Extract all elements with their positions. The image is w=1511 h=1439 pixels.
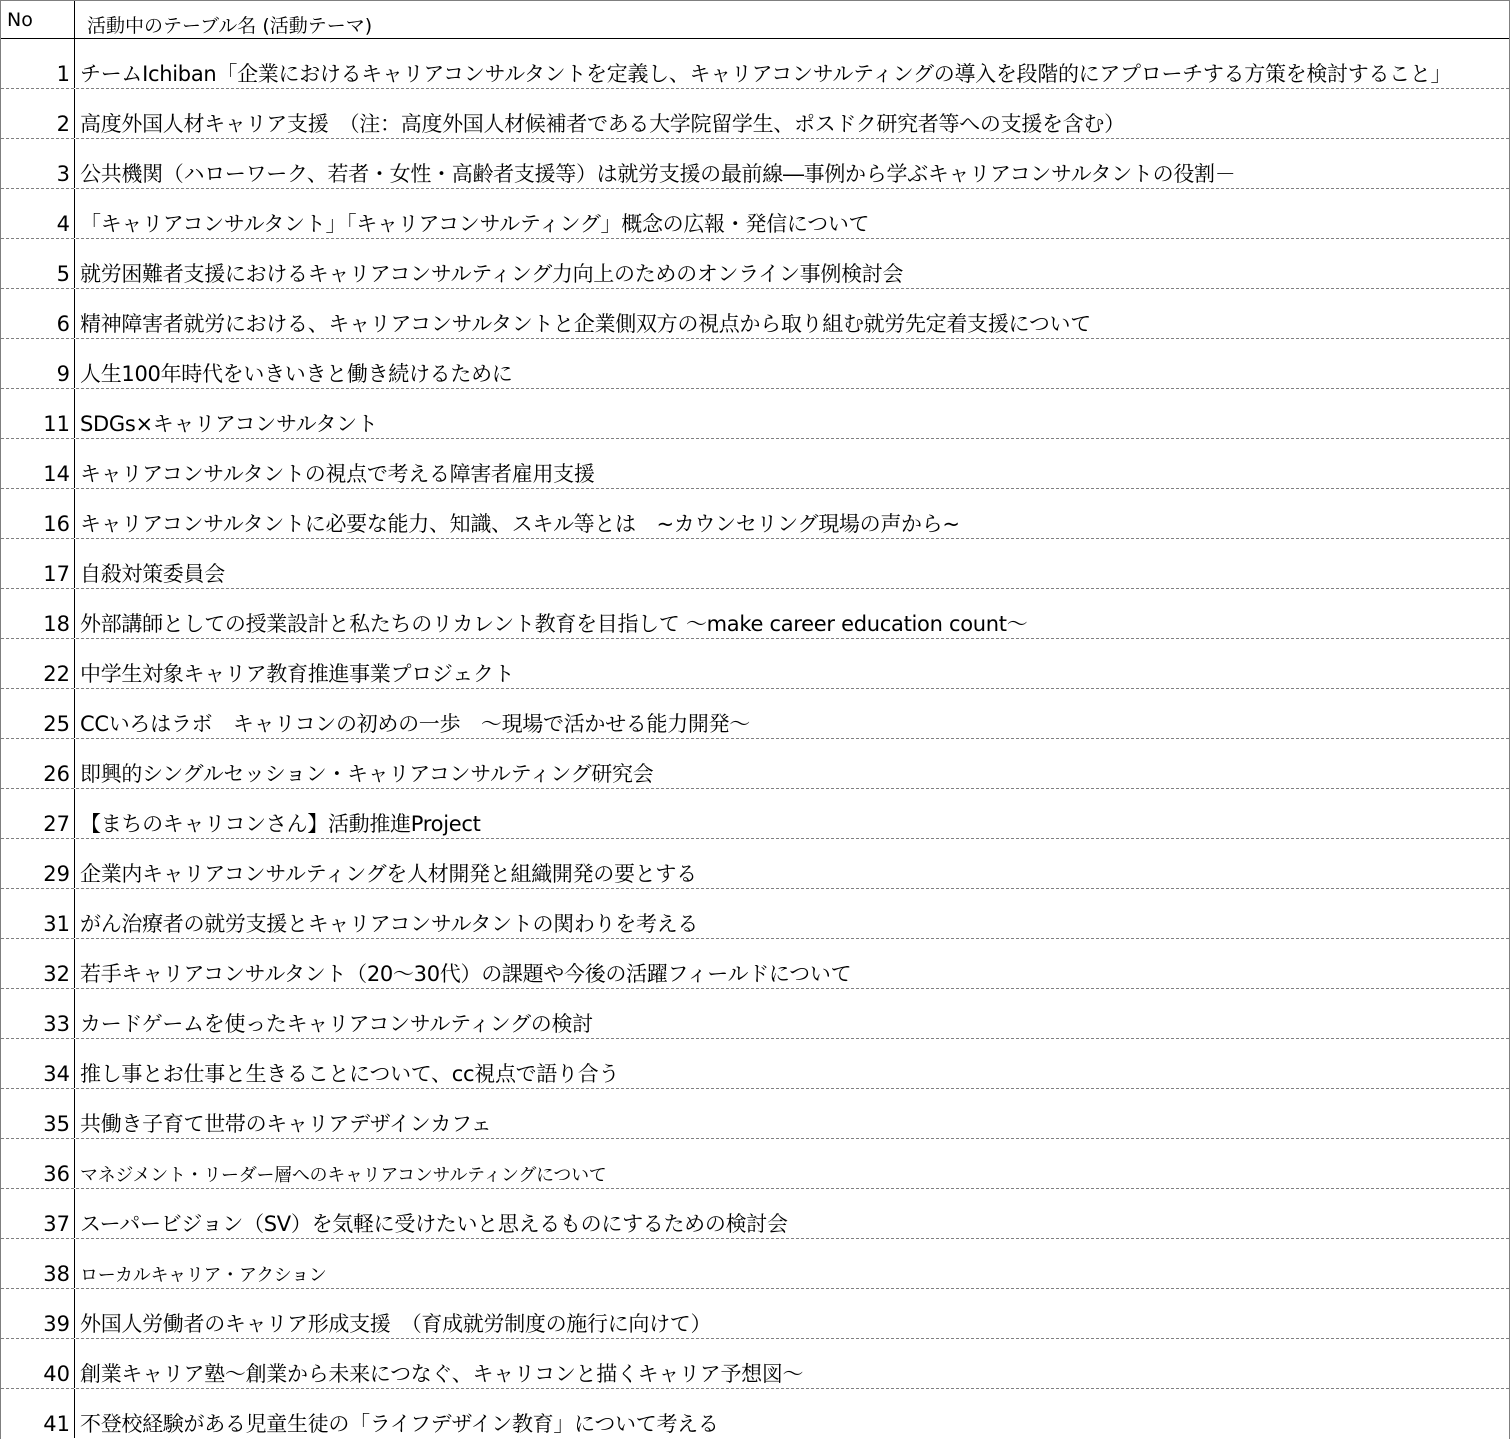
cell-table-name[interactable]: 人生100年時代をいきいきと働き続けるために xyxy=(80,362,513,386)
header-table-name[interactable]: 活動中のテーブル名 (活動テーマ) xyxy=(87,15,373,37)
cell-table-name[interactable]: ローカルキャリア・アクション xyxy=(80,1265,327,1286)
table-row xyxy=(1,39,1509,89)
table-row xyxy=(1,989,1509,1039)
table-row xyxy=(1,889,1509,939)
cell-table-name[interactable]: 外部講師としての授業設計と私たちのリカレント教育を目指して ～make career education count～ xyxy=(80,612,1028,636)
cell-table-name[interactable]: 「キャリアコンサルタント」「キャリアコンサルティング」概念の広報・発信について xyxy=(80,212,870,236)
cell-table-name[interactable]: 【まちのキャリコンさん】活動推進Project xyxy=(80,812,481,836)
cell-table-name[interactable]: 創業キャリア塾～創業から未来につなぐ、キャリコンと描くキャリア予想図～ xyxy=(80,1362,804,1386)
table-row xyxy=(1,139,1509,189)
cell-no[interactable]: 36 xyxy=(1,1139,75,1188)
table-row xyxy=(1,839,1509,889)
cell-table-name[interactable]: 企業内キャリアコンサルティングを人材開発と組織開発の要とする xyxy=(80,862,697,886)
cell-no[interactable]: 17 xyxy=(1,539,75,588)
cell-no[interactable]: 35 xyxy=(1,1089,75,1138)
cell-table-name[interactable]: 高度外国人材キャリア支援 （注：高度外国人材候補者である大学院留学生、ポスドク研究者等への支援を含む） xyxy=(80,112,1125,136)
cell-table-name[interactable]: SDGs×キャリアコンサルタント xyxy=(80,412,378,436)
cell-no[interactable]: 38 xyxy=(1,1239,75,1288)
table-row xyxy=(1,289,1509,339)
table-row xyxy=(1,189,1509,239)
table-row xyxy=(1,589,1509,639)
cell-no[interactable]: 4 xyxy=(1,189,75,238)
cell-table-name[interactable]: キャリアコンサルタントに必要な能力、知識、スキル等とは ~カウンセリング現場の声から~ xyxy=(80,512,960,536)
cell-no[interactable]: 2 xyxy=(1,89,75,138)
table-row xyxy=(1,1089,1509,1139)
table-row xyxy=(1,1389,1509,1438)
cell-no[interactable]: 33 xyxy=(1,989,75,1038)
cell-no[interactable]: 16 xyxy=(1,489,75,538)
table-row xyxy=(1,489,1509,539)
cell-no[interactable]: 14 xyxy=(1,439,75,488)
cell-table-name[interactable]: 中学生対象キャリア教育推進事業プロジェクト xyxy=(80,662,515,686)
table-row xyxy=(1,739,1509,789)
cell-table-name[interactable]: 自殺対策委員会 xyxy=(80,562,225,586)
cell-no[interactable]: 39 xyxy=(1,1289,75,1338)
cell-table-name[interactable]: 共働き子育て世帯のキャリアデザインカフェ xyxy=(80,1112,492,1136)
cell-no[interactable]: 27 xyxy=(1,789,75,838)
cell-table-name[interactable]: 即興的シングルセッション・キャリアコンサルティング研究会 xyxy=(80,762,654,786)
cell-no[interactable]: 29 xyxy=(1,839,75,888)
table-row xyxy=(1,1139,1509,1189)
table-row xyxy=(1,339,1509,389)
table-row xyxy=(1,439,1509,489)
cell-table-name[interactable]: 公共機関（ハローワーク、若者・女性・高齢者支援等）は就労支援の最前線―事例から学ぶキャリアコンサルタントの役割－ xyxy=(80,162,1236,186)
table-row xyxy=(1,389,1509,439)
cell-table-name[interactable]: 不登校経験がある児童生徒の「ライフデザイン教育」について考える xyxy=(80,1412,719,1436)
table-row xyxy=(1,1339,1509,1389)
table-row xyxy=(1,789,1509,839)
cell-table-name[interactable]: 推し事とお仕事と生きることについて、cc視点で語り合う xyxy=(80,1062,620,1086)
cell-table-name[interactable]: キャリアコンサルタントの視点で考える障害者雇用支援 xyxy=(80,462,595,486)
cell-table-name[interactable]: マネジメント・リーダー層へのキャリアコンサルティングについて xyxy=(80,1165,607,1186)
cell-table-name[interactable]: 外国人労働者のキャリア形成支援 （育成就労制度の施行に向けて） xyxy=(80,1312,712,1336)
cell-table-name[interactable]: 若手キャリアコンサルタント（20～30代）の課題や今後の活躍フィールドについて xyxy=(80,962,852,986)
cell-no[interactable]: 18 xyxy=(1,589,75,638)
cell-no[interactable]: 37 xyxy=(1,1189,75,1238)
cell-table-name[interactable]: 精神障害者就労における、キャリアコンサルタントと企業側双方の視点から取り組む就労先定着支援について xyxy=(80,312,1091,336)
table-row xyxy=(1,1289,1509,1339)
cell-no[interactable]: 25 xyxy=(1,689,75,738)
cell-table-name[interactable]: がん治療者の就労支援とキャリアコンサルタントの関わりを考える xyxy=(80,912,699,936)
table-row xyxy=(1,1239,1509,1289)
cell-no[interactable]: 1 xyxy=(1,39,75,88)
cell-no[interactable]: 32 xyxy=(1,939,75,988)
table-row xyxy=(1,689,1509,739)
table-body xyxy=(1,39,1509,1438)
cell-table-name[interactable]: カードゲームを使ったキャリアコンサルティングの検討 xyxy=(80,1012,593,1036)
table-header xyxy=(1,1,1509,39)
cell-no[interactable]: 41 xyxy=(1,1389,75,1438)
table-row xyxy=(1,1189,1509,1239)
cell-table-name[interactable]: CCいろはラボ キャリコンの初めの一歩 ～現場で活かせる能力開発～ xyxy=(80,712,751,736)
cell-no[interactable]: 22 xyxy=(1,639,75,688)
cell-table-name[interactable]: チームIchiban「企業におけるキャリアコンサルタントを定義し、キャリアコンサルティングの導入を段階的にアプローチする方策を検討すること」 xyxy=(80,62,1452,86)
header-no[interactable]: No xyxy=(1,1,75,38)
table-row xyxy=(1,639,1509,689)
table-row xyxy=(1,89,1509,139)
cell-no[interactable]: 31 xyxy=(1,889,75,938)
table-row xyxy=(1,939,1509,989)
table-row xyxy=(1,239,1509,289)
cell-no[interactable]: 11 xyxy=(1,389,75,438)
table-row xyxy=(1,539,1509,589)
table-row xyxy=(1,1039,1509,1089)
cell-table-name[interactable]: スーパービジョン（SV）を気軽に受けたいと思えるものにするための検討会 xyxy=(80,1212,788,1236)
cell-table-name[interactable]: 就労困難者支援におけるキャリアコンサルティング力向上のためのオンライン事例検討会 xyxy=(80,262,904,286)
cell-no[interactable]: 3 xyxy=(1,139,75,188)
cell-no[interactable]: 34 xyxy=(1,1039,75,1088)
cell-no[interactable]: 26 xyxy=(1,739,75,788)
cell-no[interactable]: 40 xyxy=(1,1339,75,1388)
cell-no[interactable]: 5 xyxy=(1,239,75,288)
cell-no[interactable]: 6 xyxy=(1,289,75,338)
cell-no[interactable]: 9 xyxy=(1,339,75,388)
